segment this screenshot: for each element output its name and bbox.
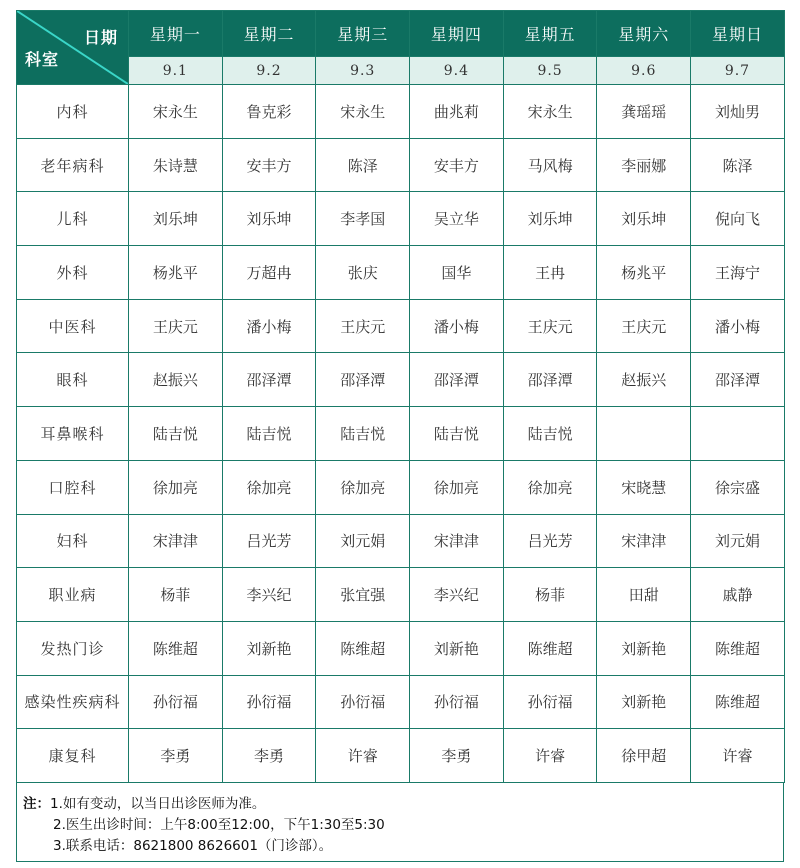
date-cell: 9.7 <box>691 57 785 85</box>
doctor-cell: 刘新艳 <box>597 675 691 729</box>
doctor-cell: 曲兆莉 <box>410 85 504 139</box>
doctor-cell: 吕光芳 <box>222 514 316 568</box>
schedule-table <box>16 10 785 783</box>
doctor-cell: 李兴纪 <box>410 568 504 622</box>
department-cell: 耳鼻喉科 <box>17 407 129 461</box>
doctor-cell: 万超冉 <box>222 246 316 300</box>
department-cell: 中医科 <box>17 299 129 353</box>
doctor-cell: 王庆元 <box>597 299 691 353</box>
doctor-cell: 安丰方 <box>410 138 504 192</box>
doctor-cell: 陆吉悦 <box>410 407 504 461</box>
note-line <box>23 794 783 815</box>
doctor-cell: 吕光芳 <box>503 514 597 568</box>
doctor-cell: 宋永生 <box>316 85 410 139</box>
doctor-cell: 马风梅 <box>503 138 597 192</box>
doctor-cell: 宋永生 <box>503 85 597 139</box>
doctor-cell: 孙衍福 <box>316 675 410 729</box>
doctor-cell: 杨兆平 <box>129 246 223 300</box>
schedule-row <box>17 621 785 675</box>
doctor-cell: 王庆元 <box>316 299 410 353</box>
doctor-cell: 赵振兴 <box>597 353 691 407</box>
date-header-row <box>17 57 785 85</box>
doctor-cell: 龚瑶瑶 <box>597 85 691 139</box>
doctor-cell: 徐加亮 <box>503 460 597 514</box>
doctor-cell <box>597 407 691 461</box>
doctor-cell: 刘乐坤 <box>222 192 316 246</box>
doctor-cell: 李勇 <box>129 729 223 783</box>
doctor-cell: 刘新艳 <box>597 621 691 675</box>
department-cell: 眼科 <box>17 353 129 407</box>
note-prefix: 注： <box>23 796 50 812</box>
note-text: 1.如有变动，以当日出诊医师为准。 <box>50 796 266 812</box>
doctor-cell: 徐甲超 <box>597 729 691 783</box>
doctor-cell: 陆吉悦 <box>503 407 597 461</box>
doctor-cell: 李孝国 <box>316 192 410 246</box>
department-cell: 外科 <box>17 246 129 300</box>
date-cell: 9.3 <box>316 57 410 85</box>
doctor-cell: 王庆元 <box>129 299 223 353</box>
doctor-cell: 孙衍福 <box>410 675 504 729</box>
schedule-row <box>17 138 785 192</box>
schedule-row <box>17 568 785 622</box>
doctor-cell: 孙衍福 <box>503 675 597 729</box>
department-cell: 发热门诊 <box>17 621 129 675</box>
doctor-cell: 朱诗慧 <box>129 138 223 192</box>
schedule-row <box>17 514 785 568</box>
date-cell: 9.1 <box>129 57 223 85</box>
doctor-cell: 宋永生 <box>129 85 223 139</box>
doctor-cell: 潘小梅 <box>410 299 504 353</box>
schedule-row <box>17 353 785 407</box>
weekday-header: 星期四 <box>410 11 504 57</box>
schedule-row <box>17 246 785 300</box>
doctor-cell: 许睿 <box>503 729 597 783</box>
doctor-cell: 许睿 <box>316 729 410 783</box>
date-cell: 9.6 <box>597 57 691 85</box>
weekday-header: 星期一 <box>129 11 223 57</box>
doctor-cell: 王海宁 <box>691 246 785 300</box>
weekday-header: 星期三 <box>316 11 410 57</box>
date-cell: 9.5 <box>503 57 597 85</box>
doctor-cell: 邵泽潭 <box>691 353 785 407</box>
doctor-cell: 杨兆平 <box>597 246 691 300</box>
doctor-cell <box>691 407 785 461</box>
doctor-cell: 许睿 <box>691 729 785 783</box>
doctor-cell: 陈维超 <box>691 621 785 675</box>
doctor-cell: 陈维超 <box>129 621 223 675</box>
doctor-cell: 陈维超 <box>503 621 597 675</box>
department-cell: 感染性疾病科 <box>17 675 129 729</box>
doctor-cell: 张宜强 <box>316 568 410 622</box>
department-cell: 儿科 <box>17 192 129 246</box>
corner-dept-label: 科室 <box>25 50 60 69</box>
doctor-cell: 杨菲 <box>503 568 597 622</box>
doctor-cell: 陆吉悦 <box>129 407 223 461</box>
doctor-cell: 吴立华 <box>410 192 504 246</box>
doctor-cell: 陈泽 <box>316 138 410 192</box>
schedule-row <box>17 729 785 783</box>
schedule-row <box>17 460 785 514</box>
department-cell: 老年病科 <box>17 138 129 192</box>
notes-section <box>16 782 784 862</box>
schedule-row <box>17 192 785 246</box>
doctor-cell: 刘乐坤 <box>129 192 223 246</box>
doctor-cell: 宋晓慧 <box>597 460 691 514</box>
doctor-cell: 刘元娟 <box>316 514 410 568</box>
doctor-cell: 刘新艳 <box>222 621 316 675</box>
date-cell: 9.2 <box>222 57 316 85</box>
doctor-cell: 李勇 <box>222 729 316 783</box>
weekday-header-row <box>17 11 785 57</box>
doctor-cell: 张庆 <box>316 246 410 300</box>
doctor-cell: 邵泽潭 <box>410 353 504 407</box>
doctor-cell: 邵泽潭 <box>316 353 410 407</box>
schedule-row <box>17 407 785 461</box>
doctor-cell: 宋津津 <box>410 514 504 568</box>
weekday-header: 星期五 <box>503 11 597 57</box>
doctor-cell: 孙衍福 <box>222 675 316 729</box>
doctor-cell: 刘元娟 <box>691 514 785 568</box>
doctor-cell: 李勇 <box>410 729 504 783</box>
doctor-cell: 刘乐坤 <box>503 192 597 246</box>
weekday-header: 星期六 <box>597 11 691 57</box>
doctor-cell: 戚静 <box>691 568 785 622</box>
note-line: 3.联系电话：8621800 8626601（门诊部）。 <box>53 838 333 854</box>
doctor-cell: 徐加亮 <box>410 460 504 514</box>
doctor-cell: 陈泽 <box>691 138 785 192</box>
doctor-cell: 倪向飞 <box>691 192 785 246</box>
doctor-cell: 陈维超 <box>316 621 410 675</box>
doctor-cell: 徐加亮 <box>316 460 410 514</box>
doctor-cell: 潘小梅 <box>691 299 785 353</box>
doctor-cell: 田甜 <box>597 568 691 622</box>
doctor-cell: 徐加亮 <box>222 460 316 514</box>
department-cell: 职业病 <box>17 568 129 622</box>
doctor-cell: 杨菲 <box>129 568 223 622</box>
doctor-cell: 陆吉悦 <box>316 407 410 461</box>
weekday-header: 星期二 <box>222 11 316 57</box>
doctor-cell: 李丽娜 <box>597 138 691 192</box>
doctor-cell: 李兴纪 <box>222 568 316 622</box>
doctor-cell: 宋津津 <box>597 514 691 568</box>
doctor-cell: 国华 <box>410 246 504 300</box>
schedule-row <box>17 85 785 139</box>
doctor-cell: 潘小梅 <box>222 299 316 353</box>
doctor-cell: 徐加亮 <box>129 460 223 514</box>
schedule-body <box>17 85 785 783</box>
doctor-cell: 王庆元 <box>503 299 597 353</box>
department-cell: 内科 <box>17 85 129 139</box>
doctor-cell: 邵泽潭 <box>222 353 316 407</box>
doctor-cell: 刘新艳 <box>410 621 504 675</box>
weekday-header: 星期日 <box>691 11 785 57</box>
department-cell: 口腔科 <box>17 460 129 514</box>
doctor-cell: 安丰方 <box>222 138 316 192</box>
doctor-cell: 孙衍福 <box>129 675 223 729</box>
schedule-row <box>17 675 785 729</box>
doctor-cell: 陈维超 <box>691 675 785 729</box>
doctor-cell: 刘乐坤 <box>597 192 691 246</box>
doctor-cell: 赵振兴 <box>129 353 223 407</box>
schedule-row <box>17 299 785 353</box>
doctor-cell: 刘灿男 <box>691 85 785 139</box>
department-cell: 妇科 <box>17 514 129 568</box>
date-cell: 9.4 <box>410 57 504 85</box>
corner-date-label: 日期 <box>83 28 118 47</box>
note-line: 2.医生出诊时间：上午8:00至12:00，下午1:30至5:30 <box>53 817 385 833</box>
doctor-cell: 陆吉悦 <box>222 407 316 461</box>
doctor-cell: 王冉 <box>503 246 597 300</box>
doctor-cell: 鲁克彩 <box>222 85 316 139</box>
department-cell: 康复科 <box>17 729 129 783</box>
doctor-cell: 邵泽潭 <box>503 353 597 407</box>
doctor-cell: 徐宗盛 <box>691 460 785 514</box>
corner-header <box>17 11 129 85</box>
doctor-cell: 宋津津 <box>129 514 223 568</box>
